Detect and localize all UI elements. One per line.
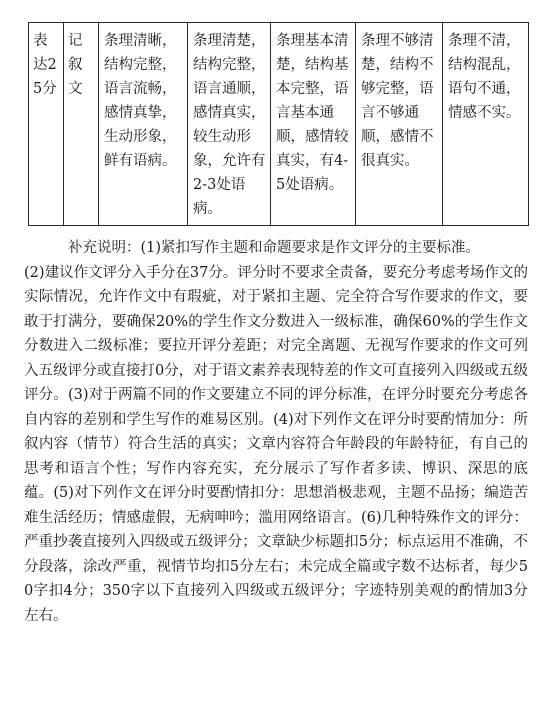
category-cell: 表达25分 xyxy=(29,23,64,226)
note-2: (2)建议作文评分入手分在37分。评分时不要求全责备，要充分考虑考场作文的实际情况，允许作文中有瑕疵，对于紧扣主题、完全符合写作要求的作文，要敢于打满分，要确保20%的学生作文分数进入一级标准，确保60%的学生作文分数进入二级标准；要拉开评分差距；对完全离题、无视写作要求的作文可列入五级评分或直接打0分，对于语文素养表现特差的作文可直接列入四级或五级评分。 xyxy=(24,264,528,403)
note-5: (5)对下列作文在评分时要酌情扣分：思想消极悲观，主题不品扬；编造苦难生活经历；情感虚假，无病呻吟；滥用网络语言。 xyxy=(24,485,529,526)
table-row xyxy=(29,23,529,226)
note-6: (6)几种特殊作文的评分：严重抄袭直接列入四级或五级评分；文章缺少标题扣5分；标点运用不准确，不分段落，涂改严重，视情节均扣5分左右；未完成全篇或字数不达标者，每少50字扣4分；350字以下直接列入四级或五级评分；字迹特别美观的酌情加3分左右。 xyxy=(24,509,528,624)
note-paragraph xyxy=(24,236,528,261)
supplementary-notes xyxy=(24,236,528,628)
level-1-cell: 条理清晰，结构完整，语言流畅，感情真挚，生动形象，鲜有语病。 xyxy=(99,23,188,226)
note-3: (3)对于两篇不同的作文要建立不同的评分标准，在评分时要充分考虑各自内容的差别和学生写作的难易区别。 xyxy=(24,387,528,428)
note-4: (4)对下列作文在评分时要酌情加分：所叙内容（情节）符合生活的真实；文章内容符合年龄段的年龄特征，有自己的思考和语言个性；写作内容充实，充分展示了写作者多读、博识、深思的底蕴。 xyxy=(24,411,529,501)
level-2-cell: 条理清楚，结构完整，语言通顺，感情真实，较生动形象，允许有2-3处语病。 xyxy=(188,23,271,226)
scoring-rubric-table xyxy=(28,22,529,226)
level-4-cell: 条理不够清楚，结构不够完整，语言不够通顺，感情不很真实。 xyxy=(356,23,443,226)
note-paragraph xyxy=(24,261,528,629)
level-5-cell: 条理不清，结构混乱，语句不通，情感不实。 xyxy=(443,23,529,226)
level-3-cell: 条理基本清楚，结构基本完整，语言基本通顺，感情较真实，有4-5处语病。 xyxy=(271,23,356,226)
note-1: 补充说明：(1)紧扣写作主题和命题要求是作文评分的主要标准。 xyxy=(68,240,481,256)
genre-cell: 记叙文 xyxy=(64,23,99,226)
